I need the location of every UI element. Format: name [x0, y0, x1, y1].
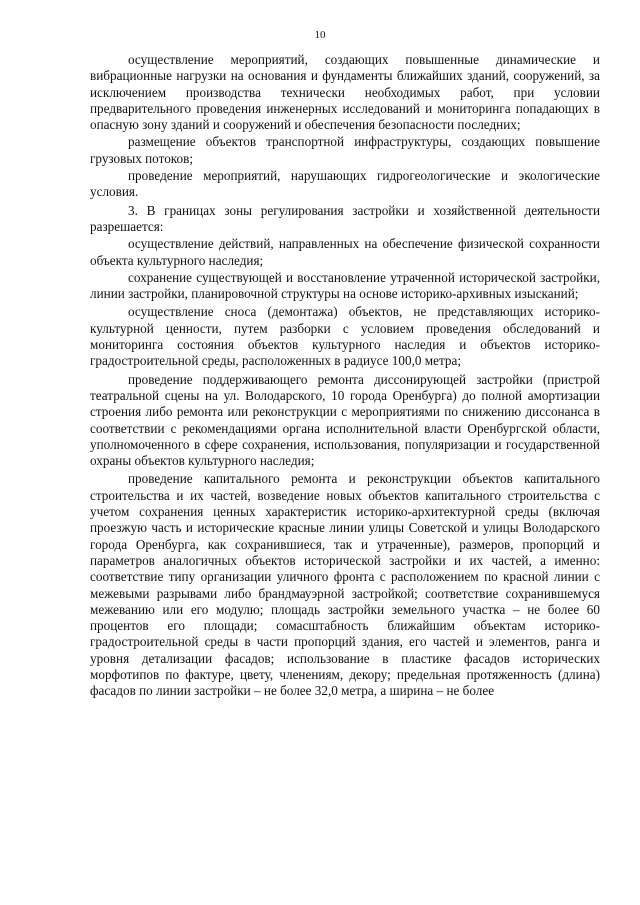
paragraph-restoration: сохранение существующей и восстановление утраченной исторической застройки, линии застройки, планировочной структуры на основе историко-архивных изысканий;: [90, 269, 600, 302]
paragraph-dynamic-loads: осуществление мероприятий, создающих повышенные динамические и вибрационные нагрузки на основания и фундаменты ближайших зданий, сооружений, за исключением производства технически необходимых работ, при условии предварительного проведения инженерных исследований и мониторинга попадающих в опасную зону зданий и сооружений и обеспечения безопасности последних;: [90, 52, 600, 133]
paragraph-capital-repair: проведение капитального ремонта и реконструкции объектов капитального строительства и их частей, возведение новых объектов капитального строительства с учетом сохранения ценных характеристик историко-архитектурной среды (включая проезжую часть и исторические красные линии улицы Советской и улицы Володарского города Оренбурга, как сохранившиеся, так и утраченные), размеров, пропорций и параметров аналогичных объектов исторической застройки и их частей, а именно: соответствие типу организации уличного фронта с расположением по красной линии с межевыми разрывами либо брандмауэрной застройкой; соответствие сохранившемуся межеванию или его модулю; площадь застройки земельного участка – не более 60 процентов его площади; сомасштабность ближайшим объектам историко-градостроительной среды в части пропорций здания, его частей и элементов, ранга и уровня детализации фасадов; использование в пластике фасадов исторических морфотипов по фактуре, цвету, членениям, декору; предельная протяженность (длина) фасадов по линии застройки – не более 32,0 метра, а ширина – не более: [90, 471, 600, 699]
paragraph-hydrogeological: проведение мероприятий, нарушающих гидрогеологические и экологические условия.: [90, 168, 600, 200]
paragraph-demolition: осуществление сноса (демонтажа) объектов, не представляющих историко-культурной ценности, путем разборки с условием проведения обследований и мониторинга состояния объектов культурного наследия и объектов историко-градостроительной среды, расположенных в радиусе 100,0 метра;: [90, 304, 600, 369]
page-number: 10: [314, 29, 326, 41]
document-body: [90, 52, 600, 700]
paragraph-maintenance-repair: проведение поддерживающего ремонта диссонирующей застройки (пристрой театральной сцены на ул. Володарского, 10 города Оренбурга) до полной амортизации строения либо ремонта или реконструкции с мероприятиями по снижению диссонанса в соответствии с рекомендациями органа исполнительной власти Оренбургской области, уполномоченного в сфере сохранения, использования, популяризации и государственной охраны объектов культурного наследия;: [90, 371, 600, 469]
paragraph-section-3-heading: 3. В границах зоны регулирования застройки и хозяйственной деятельности разрешается:: [90, 202, 600, 234]
paragraph-transport-infrastructure: размещение объектов транспортной инфраструктуры, создающих повышение грузовых потоков;: [90, 134, 600, 166]
paragraph-physical-preservation: осуществление действий, направленных на обеспечение физической сохранности объекта культурного наследия;: [90, 236, 600, 268]
